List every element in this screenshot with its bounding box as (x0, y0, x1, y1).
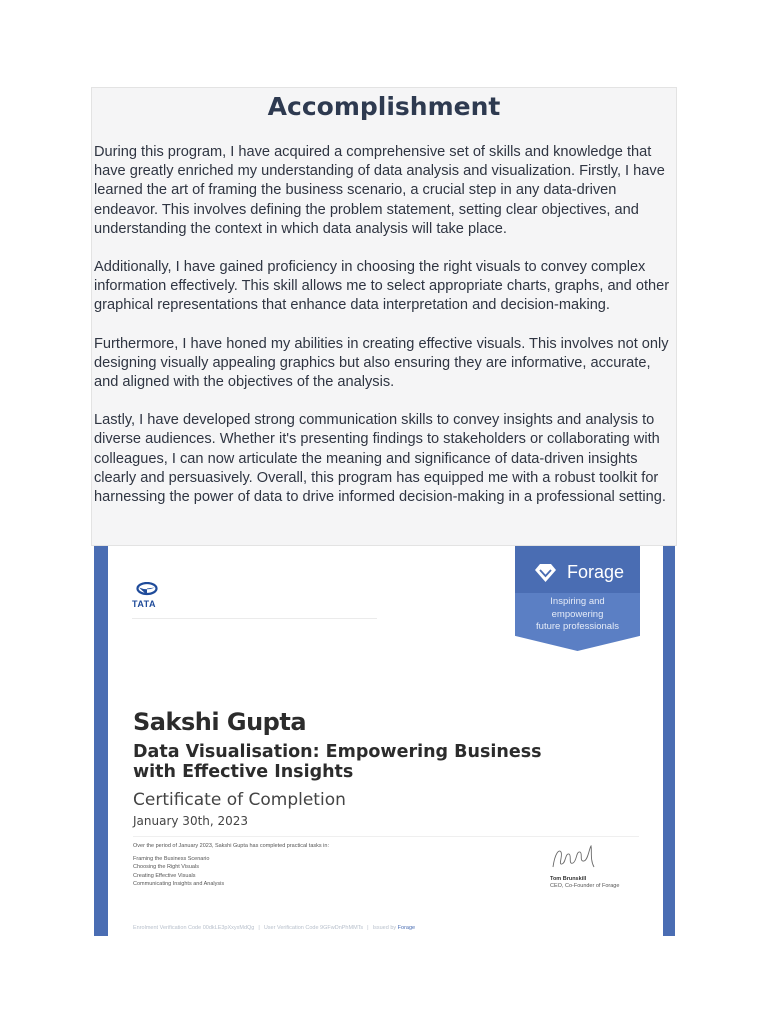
paragraph-2: Additionally, I have gained proficiency in choosing the right visuals to convey complex information effectively. This skill allows me to select appropriate charts, graphs, and other graphical representations that enhance data interpretation and decision-making. (94, 259, 670, 314)
accomplishment-body (94, 143, 672, 526)
paragraph-4: Lastly, I have developed strong communication skills to convey insights and analysis to diverse audiences. Whether it's presenting findings to stakeholders or collaborating with colleagues, I can now articulate the meaning and significance of data-driven insights clearly and persuasively. Overall, this program has equipped me with a robust toolkit for harnessing the power of data to drive informed decision-making in a professional setting. (94, 412, 666, 506)
tata-logo-text: TATA (132, 599, 156, 609)
certificate-right-bar (663, 546, 675, 936)
forage-tagline: Inspiring and empowering future professionals (536, 596, 619, 632)
user-code: User Verification Code 9GFwDnPhMMTs (263, 925, 364, 931)
signer-name: Tom Brunskill (550, 876, 587, 882)
paragraph-3: Furthermore, I have honed my abilities in creating effective visuals. This involves not only designing visually appealing graphics but also ensuring they are informative, accurate, and aligned with the objectives of the analysis. (94, 335, 669, 391)
issued-by-label: Issued by (372, 925, 397, 931)
signer-role: CEO, Co-Founder of Forage (550, 883, 620, 889)
list-item: Communicating Insights and Analysis (133, 880, 225, 887)
forage-ribbon (515, 546, 640, 651)
list-item: Creating Effective Visuals (133, 872, 196, 879)
certificate-footer: Enrolment Verification Code 00dkLE3pXxyxMdQg | User Verification Code 9GFwDnPhMMTs | Issued by Forage (133, 925, 416, 931)
task-list (133, 855, 224, 888)
certificate-title: Certificate of Completion (133, 790, 346, 810)
accomplishment-heading: Accomplishment (267, 92, 501, 121)
issued-by-brand: Forage (397, 925, 416, 931)
signature-icon (550, 843, 596, 873)
enrolment-code: Enrolment Verification Code 00dkLE3pXxyxMdQg (133, 925, 255, 931)
forage-logo-icon (533, 562, 558, 584)
course-title: Data Visualisation: Empowering Business with Effective Insights (133, 742, 542, 782)
list-item: Choosing the Right Visuals (133, 864, 199, 871)
list-item: Framing the Business Scenario (133, 856, 210, 862)
certificate (94, 546, 675, 936)
top-divider (132, 618, 377, 619)
accomplishment-panel (91, 87, 677, 546)
completion-statement: Over the period of January 2023, Sakshi Gupta has completed practical tasks in: (133, 843, 329, 849)
middle-divider (133, 836, 639, 837)
certificate-date: January 30th, 2023 (133, 814, 249, 828)
certificate-left-bar (94, 546, 108, 936)
recipient-name: Sakshi Gupta (133, 708, 307, 736)
paragraph-1: During this program, I have acquired a comprehensive set of skills and knowledge that have greatly enriched my understanding of data analysis and visualization. Firstly, I have learned the art of framing the business scenario, a crucial step in any data-driven endeavor. This involves defining the problem statement, setting clear objectives, and understanding the context in which data analysis will take place. (94, 144, 665, 237)
forage-logo-text: Forage (567, 562, 625, 582)
